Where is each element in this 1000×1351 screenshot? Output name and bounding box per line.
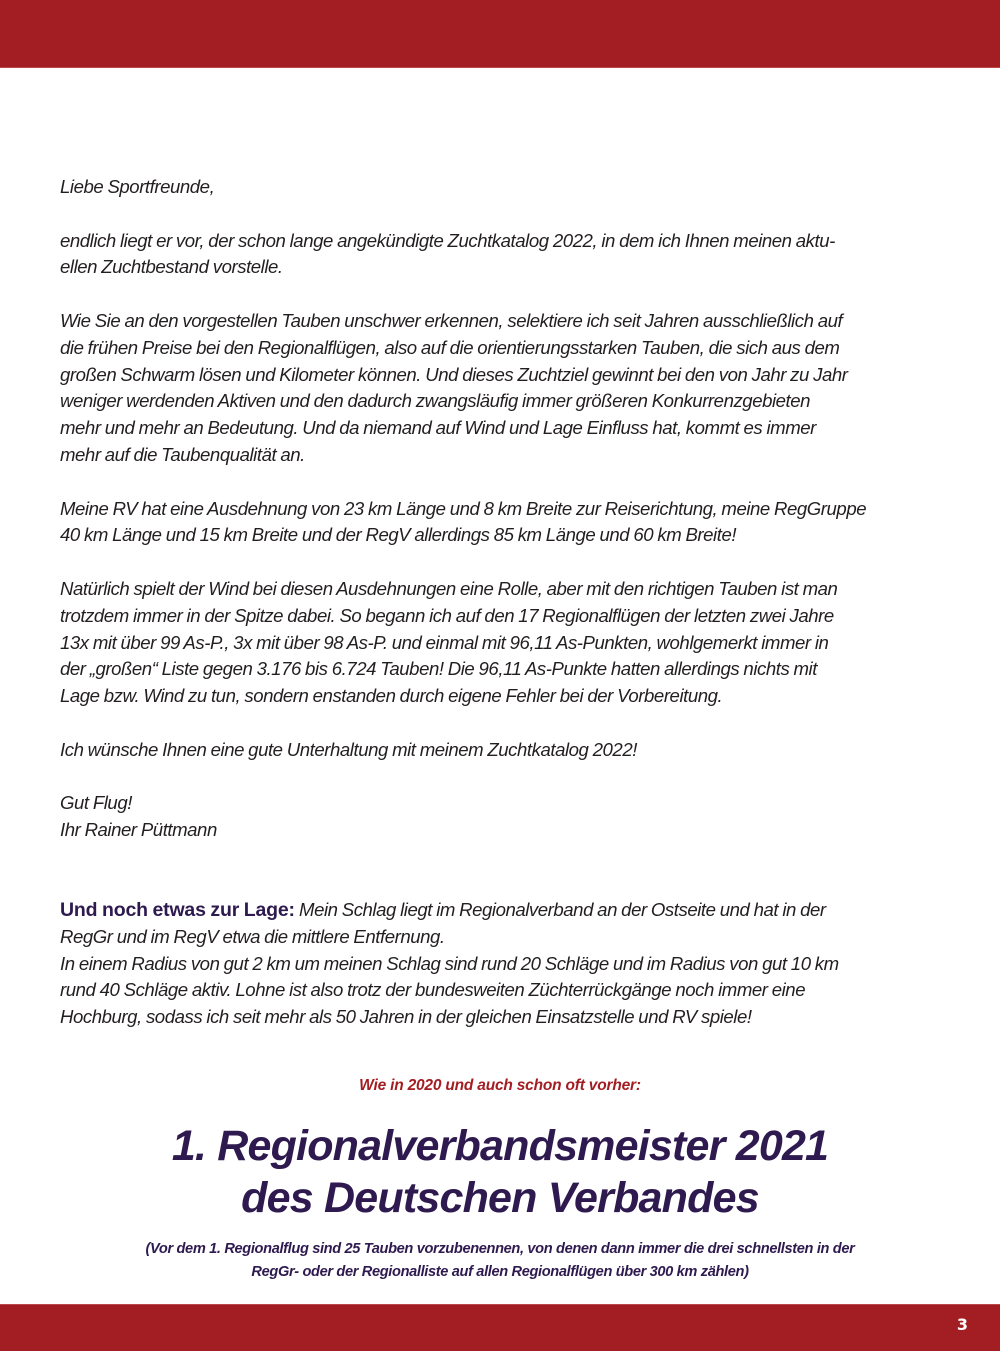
paragraph-line: 13x mit über 99 As-P., 3x mit über 98 As-P. und einmal mit 96,11 As-Punkten, wohlgemerkt immer in (60, 631, 829, 653)
paragraph-line: mehr auf die Taubenqualität an. (60, 443, 305, 465)
paragraph-line: ellen Zuchtbestand vorstelle. (60, 256, 283, 278)
paragraph-line: Lage bzw. Wind zu tun, sondern enstanden durch eigene Fehler bei der Vorbereitung. (60, 685, 723, 707)
achievement-note-line: (Vor dem 1. Regionalflug sind 25 Tauben vorzubenennen, von denen dann immer die drei schnellsten in der (145, 1241, 855, 1257)
paragraph-line: großen Schwarm lösen und Kilometer können. Und dieses Zuchtziel gewinnt bei den von Jahr zu Jahr (60, 363, 848, 385)
paragraph-results (60, 576, 965, 710)
paragraph-selection (60, 308, 965, 469)
achievement-title-line: des Deutschen Verbandes (241, 1174, 759, 1222)
paragraph-line: der „großen“ Liste gegen 3.176 bis 6.724 Tauben! Die 96,11 As-Punkte hatten allerdings nichts mit (60, 658, 817, 680)
greeting-text: Liebe Sportfreunde, (60, 176, 215, 197)
location-heading: Und noch etwas zur Lage: (60, 899, 295, 921)
paragraph-line: Wie Sie an den vorgestellen Tauben unschwer erkennen, selektiere ich seit Jahren ausschließlich auf (60, 309, 843, 331)
page-number: 3 (956, 1315, 968, 1334)
paragraph-intro (60, 228, 965, 282)
location-line: Mein Schlag liegt im Regionalverband an der Ostseite und hat in der (294, 899, 826, 920)
location-text (60, 897, 965, 1031)
paragraph-line: Natürlich spielt der Wind bei diesen Ausdehnungen eine Rolle, aber mit den richtigen Tauben ist man (60, 577, 838, 599)
paragraph-line: endlich liegt er vor, der schon lange angekündigte Zuchtkatalog 2022, in dem ich Ihnen meinen aktu- (60, 229, 835, 251)
greeting (60, 174, 965, 201)
signoff (60, 790, 965, 844)
achievement-intro: Wie in 2020 und auch schon oft vorher: (359, 1077, 641, 1094)
achievement-note (0, 1238, 1000, 1284)
achievement-note-line: RegGr- oder der Regionalliste auf allen Regionalflügen über 300 km zählen) (251, 1264, 749, 1280)
paragraph-line: trotzdem immer in der Spitze dabei. So begann ich auf den 17 Regionalflügen der letzten zwei Jahre (60, 604, 834, 626)
signature: Ihr Rainer Püttmann (60, 819, 217, 841)
location-line: Hochburg, sodass ich seit mehr als 50 Jahren in der gleichen Einsatzstelle und RV spiele! (60, 1006, 752, 1028)
header-bar (0, 0, 1000, 68)
location-section (60, 897, 965, 1031)
paragraph-line: 40 km Länge und 15 km Breite und der RegV allerdings 85 km Länge und 60 km Breite! (60, 524, 737, 546)
letter-body (60, 174, 965, 844)
achievement-title-line: 1. Regionalverbandsmeister 2021 (171, 1122, 829, 1170)
achievement-title (0, 1120, 1000, 1224)
location-line: rund 40 Schläge aktiv. Lohne ist also trotz der bundesweiten Züchterrückgänge noch immer eine (60, 979, 806, 1001)
location-line: RegGr und im RegV etwa die mittlere Entfernung. (60, 925, 445, 947)
paragraph-line: weniger werdenden Aktiven und den dadurch zwangsläufig immer größeren Konkurrenzgebieten (60, 390, 811, 412)
location-line: In einem Radius von gut 2 km um meinen Schlag sind rund 20 Schläge und im Radius von gut 10 km (60, 952, 839, 974)
paragraph-line: Meine RV hat eine Ausdehnung von 23 km Länge und 8 km Breite zur Reiserichtung, meine RegGruppe (60, 497, 867, 519)
paragraph-extent (60, 496, 965, 550)
closing: Gut Flug! (60, 792, 132, 814)
paragraph-line: die frühen Preise bei den Regionalflügen, also auf die orientierungsstarken Tauben, die sich aus dem (60, 336, 840, 358)
location-first-line (60, 897, 965, 924)
paragraph-wish (60, 737, 965, 764)
paragraph-line: Ich wünsche Ihnen eine gute Unterhaltung mit meinem Zuchtkatalog 2022! (60, 738, 637, 760)
paragraph-line: mehr und mehr an Bedeutung. Und da niemand auf Wind und Lage Einfluss hat, kommt es immer (60, 417, 816, 439)
footer-bar (0, 1304, 1000, 1351)
